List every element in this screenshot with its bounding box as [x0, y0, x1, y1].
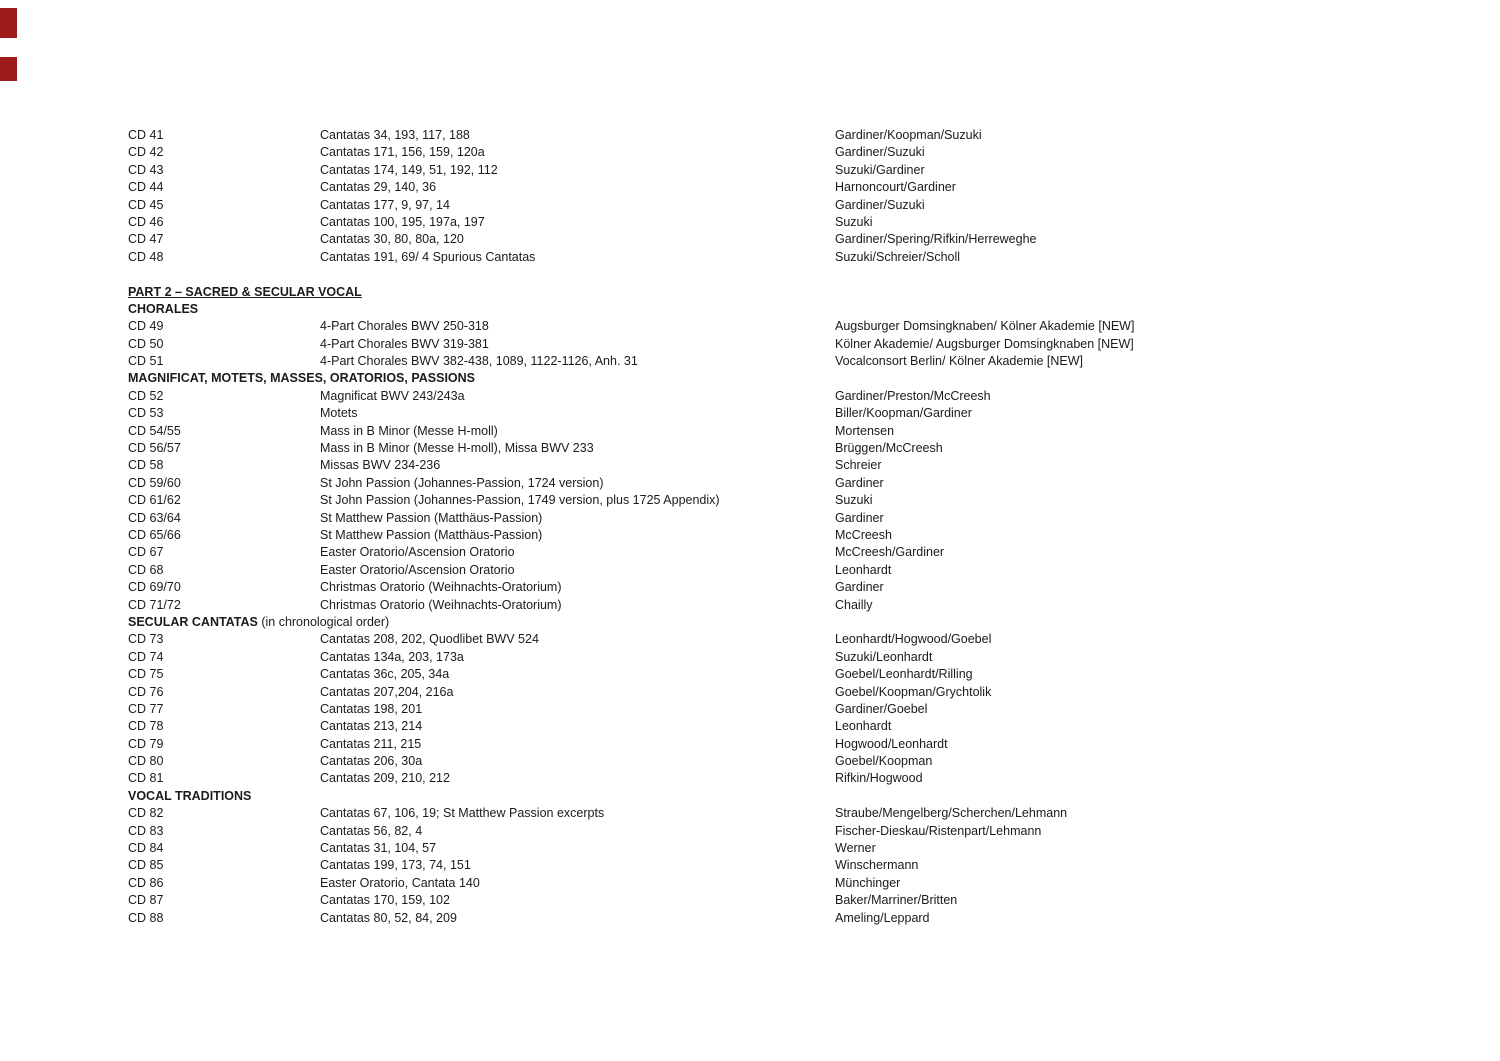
cd-row	[128, 753, 1480, 770]
cd-title: Cantatas 191, 69/ 4 Spurious Cantatas	[320, 249, 536, 264]
cd-number: CD 80	[128, 754, 164, 769]
cd-title: Cantatas 80, 52, 84, 209	[320, 910, 457, 925]
cd-title: Cantatas 170, 159, 102	[320, 893, 450, 908]
cd-performers: Gardiner/Goebel	[835, 701, 928, 716]
cd-performers: Biller/Koopman/Gardiner	[835, 406, 972, 421]
cd-row	[128, 649, 1480, 666]
cd-row	[128, 736, 1480, 753]
cd-title: Cantatas 100, 195, 197a, 197	[320, 214, 485, 229]
cd-performers: Baker/Marriner/Britten	[835, 893, 958, 908]
cd-row	[128, 457, 1480, 474]
cd-number: CD 78	[128, 719, 164, 734]
cd-row	[128, 666, 1480, 683]
section-heading-text: SECULAR CANTATAS	[128, 614, 258, 629]
cd-performers: Vocalconsort Berlin/ Kölner Akademie [NEW]	[835, 354, 1084, 369]
cd-number: CD 82	[128, 806, 164, 821]
cd-row	[128, 701, 1480, 718]
cd-number: CD 75	[128, 667, 164, 682]
cd-row	[128, 910, 1480, 927]
cd-row	[128, 857, 1480, 874]
cd-performers: Brüggen/McCreesh	[835, 441, 943, 456]
cd-performers: Augsburger Domsingknaben/ Kölner Akademie [NEW]	[835, 319, 1135, 334]
cd-performers: Straube/Mengelberg/Scherchen/Lehmann	[835, 806, 1068, 821]
blank-line	[128, 266, 1480, 283]
cd-number: CD 81	[128, 771, 164, 786]
cd-title: Cantatas 211, 215	[320, 736, 422, 751]
cd-number: CD 86	[128, 875, 164, 890]
cd-row	[128, 544, 1480, 561]
cd-row	[128, 197, 1480, 214]
part-heading	[128, 284, 1480, 301]
cd-performers: Ameling/Leppard	[835, 910, 930, 925]
cd-row	[128, 684, 1480, 701]
cd-performers: Gardiner/Suzuki	[835, 145, 925, 160]
cd-number: CD 79	[128, 736, 164, 751]
cd-title: Cantatas 199, 173, 74, 151	[320, 858, 471, 873]
cd-title: St Matthew Passion (Matthäus-Passion)	[320, 510, 543, 525]
cd-row	[128, 249, 1480, 266]
cd-title: Cantatas 29, 140, 36	[320, 180, 437, 195]
cd-row	[128, 875, 1480, 892]
cd-number: CD 45	[128, 197, 164, 212]
cd-performers: Suzuki/Gardiner	[835, 162, 925, 177]
cd-title: St John Passion (Johannes-Passion, 1749 version, plus 1725 Appendix)	[320, 493, 720, 508]
cd-number: CD 84	[128, 841, 164, 856]
cd-number: CD 61/62	[128, 493, 181, 508]
cd-title: Christmas Oratorio (Weihnachts-Oratorium)	[320, 597, 562, 612]
cd-number: CD 85	[128, 858, 164, 873]
cd-title: 4-Part Chorales BWV 319-381	[320, 336, 489, 351]
cd-number: CD 56/57	[128, 441, 181, 456]
cd-performers: Rifkin/Hogwood	[835, 771, 923, 786]
cd-performers: Gardiner	[835, 475, 884, 490]
cd-title: Mass in B Minor (Messe H-moll), Missa BWV 233	[320, 441, 594, 456]
page-edge-mark	[0, 8, 17, 38]
cd-title: Cantatas 31, 104, 57	[320, 841, 437, 856]
cd-title: Missas BWV 234-236	[320, 458, 441, 473]
cd-title: Cantatas 67, 106, 19; St Matthew Passion excerpts	[320, 806, 605, 821]
cd-title: Cantatas 177, 9, 97, 14	[320, 197, 450, 212]
cd-row	[128, 718, 1480, 735]
cd-number: CD 63/64	[128, 510, 181, 525]
section-heading-note: (in chronological order)	[257, 614, 390, 629]
cd-row	[128, 214, 1480, 231]
page-edge-mark	[0, 57, 17, 81]
cd-performers: McCreesh/Gardiner	[835, 545, 945, 560]
cd-title: Cantatas 171, 156, 159, 120a	[320, 145, 485, 160]
cd-row	[128, 492, 1480, 509]
cd-performers: Harnoncourt/Gardiner	[835, 180, 956, 195]
cd-row	[128, 231, 1480, 248]
cd-number: CD 46	[128, 214, 164, 229]
cd-row	[128, 562, 1480, 579]
section-heading	[128, 614, 1480, 631]
cd-number: CD 76	[128, 684, 164, 699]
cd-row	[128, 770, 1480, 787]
cd-title: Cantatas 56, 82, 4	[320, 823, 423, 838]
cd-row	[128, 336, 1480, 353]
cd-title: Cantatas 134a, 203, 173a	[320, 649, 464, 664]
part-heading-text: PART 2 – SACRED & SECULAR VOCAL	[128, 284, 362, 299]
cd-number: CD 58	[128, 458, 164, 473]
section-heading	[128, 370, 1480, 387]
cd-title: Cantatas 207,204, 216a	[320, 684, 454, 699]
cd-title: Mass in B Minor (Messe H-moll)	[320, 423, 498, 438]
cd-number: CD 50	[128, 336, 164, 351]
cd-title: Cantatas 174, 149, 51, 192, 112	[320, 162, 498, 177]
cd-number: CD 71/72	[128, 597, 181, 612]
cd-performers: Suzuki	[835, 214, 873, 229]
cd-number: CD 67	[128, 545, 164, 560]
cd-performers: Gardiner/Spering/Rifkin/Herreweghe	[835, 232, 1037, 247]
cd-row	[128, 353, 1480, 370]
cd-title: Motets	[320, 406, 358, 421]
cd-number: CD 68	[128, 562, 164, 577]
cd-performers: Münchinger	[835, 875, 901, 890]
cd-performers: Suzuki/Schreier/Scholl	[835, 249, 961, 264]
cd-performers: Suzuki	[835, 493, 873, 508]
cd-performers: McCreesh	[835, 527, 892, 542]
cd-performers: Mortensen	[835, 423, 895, 438]
cd-performers: Schreier	[835, 458, 882, 473]
cd-performers: Winschermann	[835, 858, 919, 873]
cd-row	[128, 405, 1480, 422]
cd-row	[128, 631, 1480, 648]
cd-row	[128, 388, 1480, 405]
cd-title: Cantatas 34, 193, 117, 188	[320, 128, 470, 142]
cd-row	[128, 823, 1480, 840]
cd-row	[128, 162, 1480, 179]
cd-performers: Kölner Akademie/ Augsburger Domsingknaben [NEW]	[835, 336, 1134, 351]
cd-title: Magnificat BWV 243/243a	[320, 388, 465, 403]
cd-title: Cantatas 36c, 205, 34a	[320, 667, 450, 682]
cd-performers: Gardiner	[835, 510, 884, 525]
cd-number: CD 43	[128, 162, 164, 177]
cd-title: St John Passion (Johannes-Passion, 1724 version)	[320, 475, 604, 490]
cd-number: CD 49	[128, 319, 164, 334]
cd-row	[128, 127, 1480, 144]
cd-number: CD 42	[128, 145, 164, 160]
cd-performers: Werner	[835, 841, 876, 856]
cd-row	[128, 318, 1480, 335]
cd-performers: Gardiner/Koopman/Suzuki	[835, 128, 982, 142]
cd-row	[128, 892, 1480, 909]
cd-number: CD 47	[128, 232, 164, 247]
cd-number: CD 44	[128, 180, 164, 195]
cd-number: CD 65/66	[128, 527, 181, 542]
cd-title: St Matthew Passion (Matthäus-Passion)	[320, 527, 543, 542]
cd-title: Cantatas 208, 202, Quodlibet BWV 524	[320, 632, 539, 647]
cd-row	[128, 423, 1480, 440]
cd-number: CD 48	[128, 249, 164, 264]
cd-row	[128, 510, 1480, 527]
cd-performers: Gardiner	[835, 580, 884, 595]
cd-performers: Goebel/Koopman	[835, 754, 933, 769]
cd-number: CD 69/70	[128, 580, 181, 595]
cd-title: Cantatas 206, 30a	[320, 754, 423, 769]
cd-row	[128, 597, 1480, 614]
cd-row	[128, 840, 1480, 857]
cd-title: Cantatas 198, 201	[320, 701, 423, 716]
cd-title: Christmas Oratorio (Weihnachts-Oratorium)	[320, 580, 562, 595]
cd-row	[128, 579, 1480, 596]
section-heading-text: MAGNIFICAT, MOTETS, MASSES, ORATORIOS, PASSIONS	[128, 371, 476, 386]
cd-performers: Leonhardt/Hogwood/Goebel	[835, 632, 992, 647]
cd-title: 4-Part Chorales BWV 382-438, 1089, 1122-1126, Anh. 31	[320, 354, 638, 369]
cd-row	[128, 475, 1480, 492]
cd-performers: Gardiner/Suzuki	[835, 197, 925, 212]
cd-number: CD 88	[128, 910, 164, 925]
cd-number: CD 51	[128, 354, 164, 369]
cd-performers: Suzuki/Leonhardt	[835, 649, 933, 664]
cd-performers: Gardiner/Preston/McCreesh	[835, 388, 991, 403]
cd-performers: Fischer-Dieskau/Ristenpart/Lehmann	[835, 823, 1042, 838]
cd-row	[128, 179, 1480, 196]
cd-number: CD 53	[128, 406, 164, 421]
cd-title: Cantatas 30, 80, 80a, 120	[320, 232, 464, 247]
section-heading	[128, 301, 1480, 318]
cd-title: Easter Oratorio/Ascension Oratorio	[320, 562, 515, 577]
cd-performers: Hogwood/Leonhardt	[835, 736, 948, 751]
cd-row	[128, 144, 1480, 161]
section-heading	[128, 788, 1480, 805]
cd-number: CD 54/55	[128, 423, 181, 438]
cd-title: Easter Oratorio/Ascension Oratorio	[320, 545, 515, 560]
cd-row	[128, 805, 1480, 822]
cd-number: CD 74	[128, 649, 164, 664]
cd-performers: Chailly	[835, 597, 873, 612]
cd-number: CD 41	[128, 128, 164, 142]
cd-performers: Leonhardt	[835, 562, 892, 577]
cd-number: CD 83	[128, 823, 164, 838]
cd-performers: Goebel/Leonhardt/Rilling	[835, 667, 973, 682]
section-heading-text: VOCAL TRADITIONS	[128, 788, 252, 803]
section-heading-text: CHORALES	[128, 301, 199, 316]
cd-title: Easter Oratorio, Cantata 140	[320, 875, 480, 890]
cd-row	[128, 527, 1480, 544]
cd-row	[128, 440, 1480, 457]
cd-title: Cantatas 209, 210, 212	[320, 771, 450, 786]
document-body	[128, 127, 1480, 927]
cd-number: CD 77	[128, 701, 164, 716]
cd-number: CD 59/60	[128, 475, 181, 490]
cd-performers: Goebel/Koopman/Grychtolik	[835, 684, 992, 699]
cd-title: 4-Part Chorales BWV 250-318	[320, 319, 489, 334]
cd-performers: Leonhardt	[835, 719, 892, 734]
cd-title: Cantatas 213, 214	[320, 719, 423, 734]
cd-number: CD 73	[128, 632, 164, 647]
cd-number: CD 52	[128, 388, 164, 403]
cd-number: CD 87	[128, 893, 164, 908]
